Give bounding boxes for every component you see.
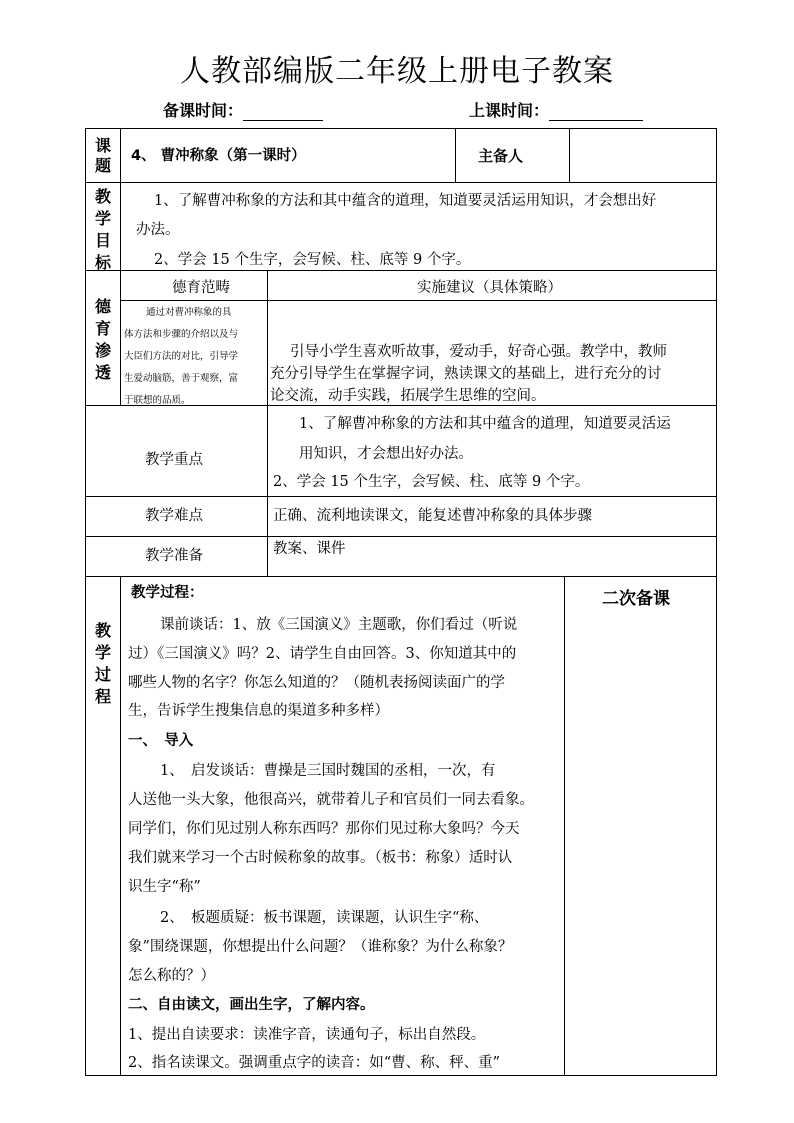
process-line: 生，告诉学生搜集信息的渠道多种多样）	[128, 703, 389, 719]
process-line: 怎么称的？）	[128, 968, 215, 984]
moral-right-1: 引导小学生喜欢听故事，爱动手，好奇心强。教学中，教师	[290, 344, 667, 360]
class-time-label: 上课时间：	[469, 101, 550, 120]
moral-header-left: 德育范畴	[172, 280, 230, 296]
key-points-label: 教学重点	[145, 452, 203, 468]
moral-left-1: 通过对曹冲称象的具	[146, 307, 232, 318]
moral-left-4: 生爱动脑筋，善于观察，富	[124, 373, 239, 384]
process-label: 教 学 过 程	[94, 621, 111, 706]
objectives-label: 教 学 目 标	[94, 187, 111, 272]
moral-left-5: 于联想的品质。	[124, 395, 191, 406]
process-line: 1、提出自读要求：读准字音，读通句子，标出自然段。	[128, 1027, 486, 1043]
process-line: 过）《三国演义》吗？2、请学生自由回答。3、你知道其中的	[128, 646, 517, 662]
document-title: 人教部编版二年级上册电子教案	[180, 54, 614, 89]
key-points-line-2: 用知识，才会想出好办法。	[299, 446, 473, 462]
topic-value: 4、 曹冲称象（第一课时）	[131, 148, 306, 164]
lead-preparer-label: 主备人	[478, 147, 524, 165]
prep-time	[163, 98, 323, 121]
objectives-line-1: 1、了解曹冲称象的方法和其中蕴含的道理，知道要灵活运用知识，才会想出好	[154, 193, 657, 209]
process-line: 我们就来学习一个古时候称象的故事。（板书：称象）适时认	[128, 850, 513, 866]
process-line: 同学们，你们见过别人称东西吗？那你们见过称大象吗？今天	[128, 821, 520, 837]
process-line: 象”围绕课题，你想提出什么问题？（谁称象？为什么称象？	[128, 939, 513, 955]
preparation-value: 教案、课件	[273, 541, 346, 557]
process-line: 1、 启发谈话：曹操是三国时魏国的丞相，一次，有	[160, 763, 496, 779]
class-time	[469, 98, 643, 121]
moral-header-right: 实施建议（具体策略）	[417, 280, 562, 296]
process-line: 识生字“称”	[128, 879, 201, 895]
key-points-line-3: 2、学会 15 个生字，会写候、柱、底等 9 个字。	[273, 474, 590, 490]
difficulties-label: 教学难点	[145, 508, 203, 524]
second-prep-label: 二次备课	[602, 589, 670, 609]
process-line: 人送他一头大象，他很高兴，就带着儿子和官员们一同去看象。	[128, 792, 534, 808]
class-time-blank	[549, 104, 643, 121]
moral-label: 德 育 渗 透	[94, 297, 111, 382]
moral-left-3: 大臣们方法的对比，引导学	[124, 351, 239, 362]
moral-right-3: 论交流，动手实践，拓展学生思维的空间。	[270, 388, 546, 404]
topic-label: 课 题	[94, 136, 111, 175]
preparation-label: 教学准备	[145, 548, 203, 564]
objectives-line-2: 办法。	[136, 222, 180, 238]
process-line: 2、指名读课文。强调重点字的读音：如“曹、称、秤、重”	[128, 1055, 501, 1071]
process-section-heading: 二、自由读文，画出生字，了解内容。	[128, 997, 375, 1013]
objectives-line-3: 2、学会 15 个生字，会写候、柱、底等 9 个字。	[154, 252, 471, 268]
moral-right-2: 充分引导学生在掌握字词，熟读课文的基础上，进行充分的讨	[270, 366, 662, 382]
process-line: 2、 板题质疑：板书课题，读课题，认识生字“称、	[160, 910, 489, 926]
process-section-heading: 一、 导入	[128, 733, 194, 749]
process-heading: 教学过程：	[131, 585, 204, 601]
difficulties-value: 正确、流利地读课文，能复述曹冲称象的具体步骤	[273, 508, 592, 524]
prep-time-label: 备课时间：	[163, 101, 244, 120]
process-line: 哪些人物的名字？你怎么知道的？（随机表扬阅读面广的学	[128, 675, 505, 691]
prep-time-blank	[243, 104, 323, 121]
key-points-line-1: 1、了解曹冲称象的方法和其中蕴含的道理，知道要灵活运	[299, 416, 671, 432]
process-line: 课前谈话：1、放《三国演义》主题歌，你们看过（听说	[160, 617, 518, 633]
moral-left-2: 体方法和步骤的介绍以及与	[124, 329, 239, 340]
